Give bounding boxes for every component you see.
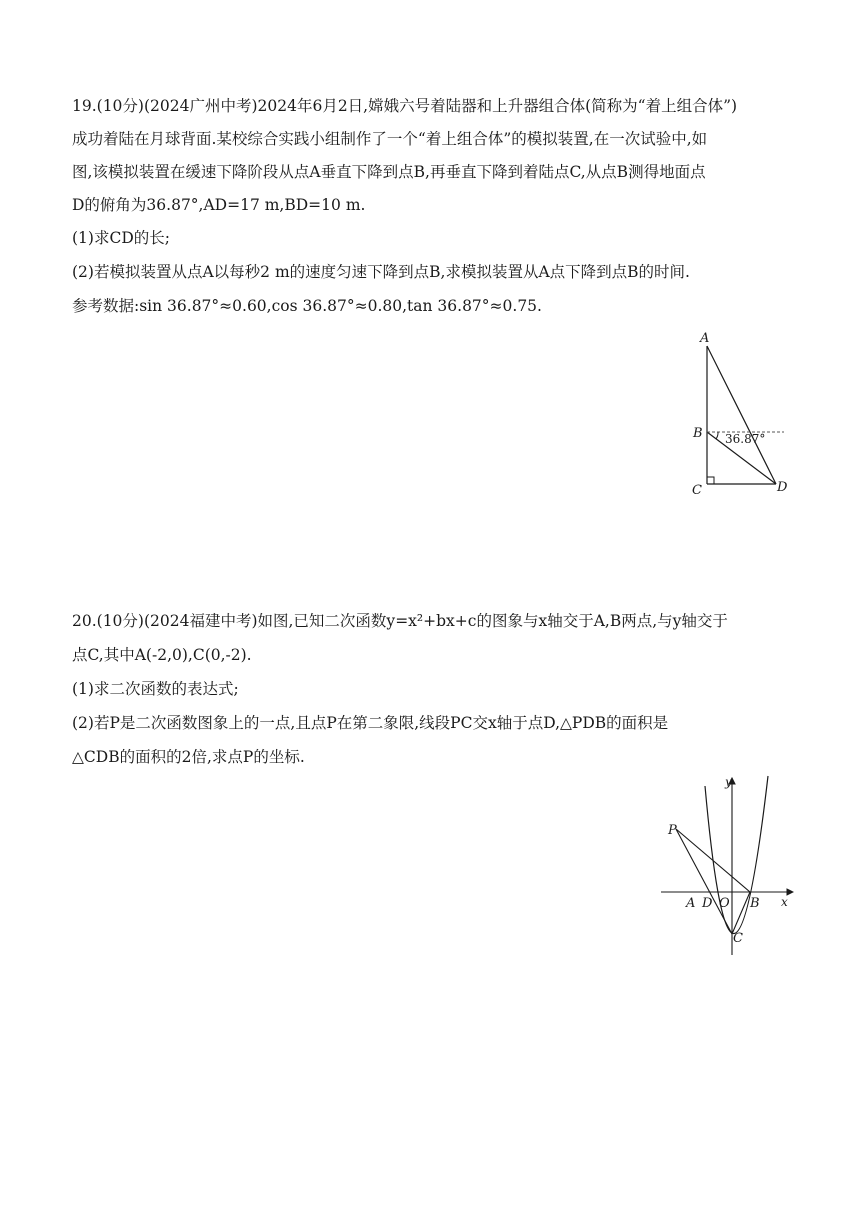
q19-line-3: 图,该模拟装置在缓速下降阶段从点A垂直下降到点B,再垂直下降到着陆点C,从点B测得地面点 <box>72 163 706 181</box>
label-b: B <box>750 896 760 911</box>
label-c: C <box>692 483 702 498</box>
q20-line-1: 20.(10分)(2024福建中考)如图,已知二次函数y=x²+bx+c的图象与x轴交于A,B两点,与y轴交于 <box>72 612 728 630</box>
label-y: y <box>725 775 732 789</box>
label-d: D <box>702 896 713 911</box>
segment-pc <box>676 829 732 934</box>
q20-line-2: 点C,其中A(-2,0),C(0,-2). <box>72 646 252 664</box>
label-c: C <box>733 931 743 946</box>
label-x: x <box>781 895 788 909</box>
label-o: O <box>719 896 730 911</box>
q20-part-1: (1)求二次函数的表达式; <box>72 680 239 698</box>
q19-part-2: (2)若模拟装置从点A以每秒2 m的速度匀速下降到点B,求模拟装置从A点下降到点B的时间. <box>72 263 690 281</box>
segment-pb <box>676 829 750 892</box>
label-d: D <box>777 480 788 495</box>
angle-label: 36.87° <box>725 432 766 446</box>
q20-part-2b: △CDB的面积的2倍,求点P的坐标. <box>72 748 305 766</box>
label-b: B <box>693 426 703 441</box>
label-a: A <box>686 896 696 911</box>
label-p: P <box>668 823 677 838</box>
q20-part-2a: (2)若P是二次函数图象上的一点,且点P在第二象限,线段PC交x轴于点D,△PDB的面积是 <box>72 714 669 732</box>
angle-arc <box>716 432 718 439</box>
q20-parabola-figure <box>655 770 805 960</box>
right-angle-mark <box>707 477 714 484</box>
q19-triangle-figure <box>680 328 800 498</box>
q19-line-2: 成功着陆在月球背面.某校综合实践小组制作了一个“着上组合体”的模拟装置,在一次试验中,如 <box>72 130 708 148</box>
q19-part-1: (1)求CD的长; <box>72 229 170 247</box>
segment-ad <box>707 346 776 484</box>
q19-line-1: 19.(10分)(2024广州中考)2024年6月2日,嫦娥六号着陆器和上升器组合体(简称为“着上组合体”) <box>72 97 738 115</box>
label-a: A <box>700 331 710 346</box>
segment-cb <box>732 892 750 934</box>
q19-reference-data: 参考数据:sin 36.87°≈0.60,cos 36.87°≈0.80,tan 36.87°≈0.75. <box>72 297 542 315</box>
q19-line-4: D的俯角为36.87°,AD=17 m,BD=10 m. <box>72 196 366 214</box>
